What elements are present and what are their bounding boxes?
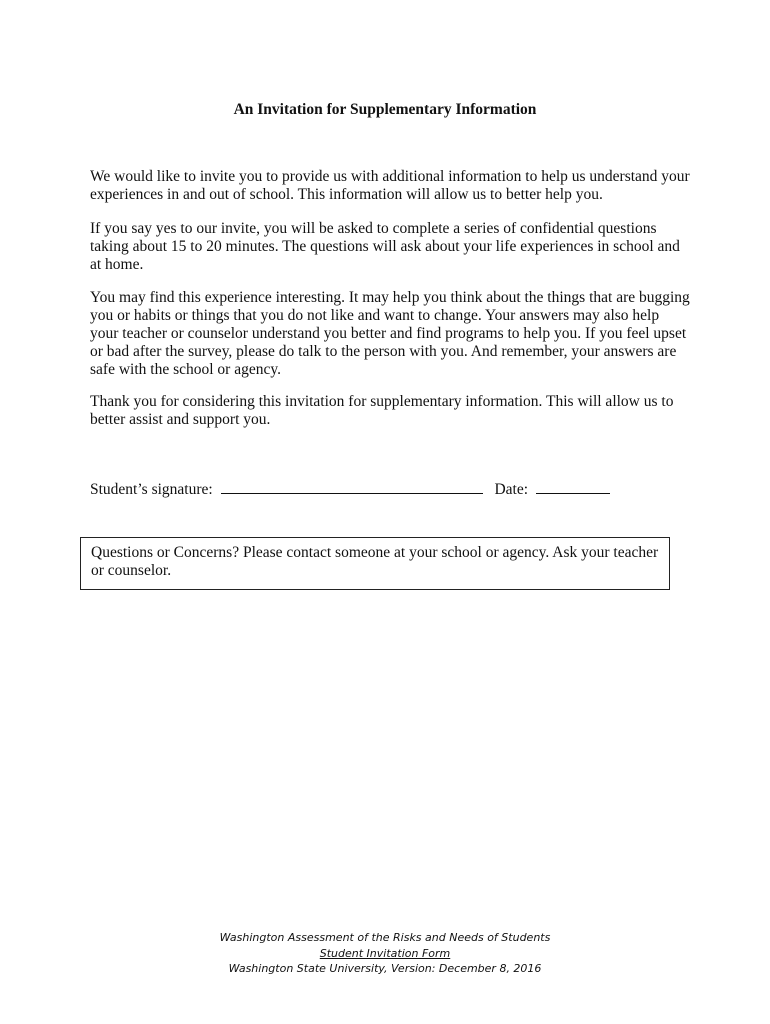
footer-assessment-name: Washington Assessment of the Risks and Needs of Students [219,931,551,944]
paragraph-experience: You may find this experience interesting. It may help you think about the things that are bugging you or habits or things that you do not like and want to change. Your answers may also help your teacher or counselor understand you better and find programs to help you. If you feel upset or bad after the survey, please do talk to the person with you. And remember, your answers are safe with the school or agency. [90,289,690,378]
signature-field[interactable] [221,479,483,494]
footer-form-name: Student Invitation Form [319,946,451,960]
paragraph-thanks: Thank you for considering this invitation for supplementary information. This will allow us to better assist and support you. [90,393,674,428]
signature-label: Student’s signature: [90,481,213,498]
date-field[interactable] [536,479,610,494]
document-title: An Invitation for Supplementary Information [233,101,537,118]
footer-version: Washington State University, Version: December 8, 2016 [228,962,542,975]
paragraph-questions: If you say yes to our invite, you will be asked to complete a series of confidential questions taking about 15 to 20 minutes. The questions will ask about your life experiences in school and at home. [90,220,680,273]
footer [0,930,770,977]
contact-notice-box: Questions or Concerns? Please contact someone at your school or agency. Ask your teacher or counselor. [80,537,670,590]
signature-row [90,479,690,499]
date-label: Date: [494,481,529,498]
paragraph-invitation: We would like to invite you to provide us with additional information to help us understand your experiences in and out of school. This information will allow us to better help you. [90,168,690,203]
